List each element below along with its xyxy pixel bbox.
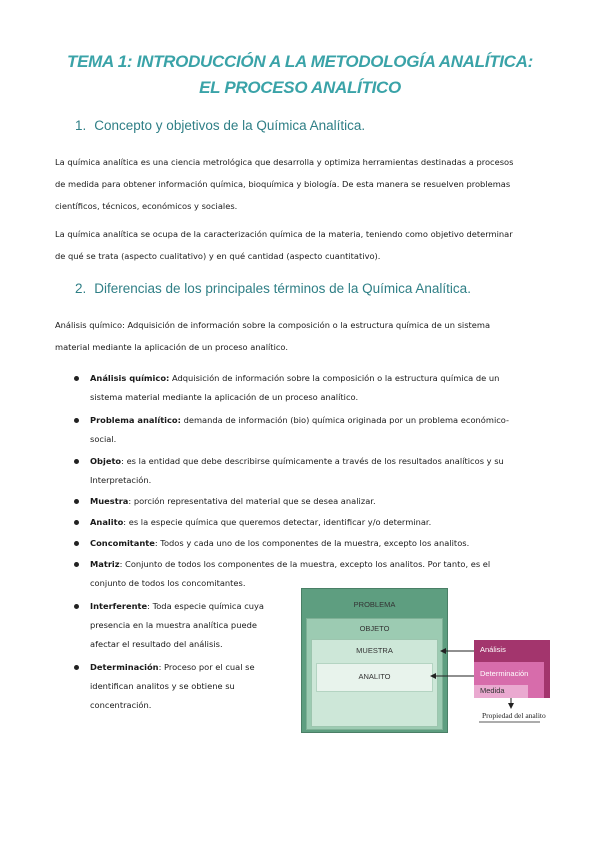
section2-title: Diferencias de los principales términos de la Química Analítica. xyxy=(94,281,471,296)
label-objeto: OBJETO xyxy=(359,624,390,633)
bullet-term: Objeto xyxy=(90,456,122,466)
paragraph-line: material mediante la aplicación de un proceso analítico. xyxy=(55,342,288,352)
label-muestra: MUESTRA xyxy=(356,646,393,655)
page-title-line2: EL PROCESO ANALÍTICO xyxy=(199,78,401,97)
bullet-text: Adquisición de información sobre la composición o la estructura química de un xyxy=(169,373,500,383)
section1-title: Concepto y objetivos de la Química Analítica. xyxy=(94,118,366,133)
bullet-term: Problema analítico: xyxy=(90,415,181,425)
label-medida: Medida xyxy=(480,686,505,695)
bullet-text: : porción representativa del material que se desea analizar. xyxy=(128,496,376,506)
bullet-term: Muestra xyxy=(90,496,129,506)
label-analisis: Análisis xyxy=(480,645,506,654)
paragraph-line: científicos, técnicos, económicos y sociales. xyxy=(55,201,238,211)
bullet-text: : Proceso por el cual se xyxy=(158,662,255,672)
bullet-text: Interpretación. xyxy=(90,475,152,485)
section1-number: 1. xyxy=(75,118,87,133)
bullet-term: Concomitante xyxy=(90,538,155,548)
paragraph-line: de medida para obtener información química, bioquímica y biología. De esta manera se resuelven problemas xyxy=(55,179,511,189)
bullet-text: sistema material mediante la aplicación de un proceso analítico. xyxy=(90,392,359,402)
bullet-text: afectar el resultado del análisis. xyxy=(90,639,223,649)
bullet-term: Determinación xyxy=(90,662,159,672)
bullet-term: Matriz xyxy=(90,559,120,569)
bullet-text: social. xyxy=(90,434,117,444)
bullet-text: : es la entidad que debe describirse químicamente a través de los resultados analíticos y su xyxy=(121,456,504,466)
paragraph-line: Análisis químico: Adquisición de información sobre la composición o la estructura química de un sistema xyxy=(55,320,491,330)
section2-number: 2. xyxy=(75,281,87,296)
bullet-term: Análisis químico: xyxy=(90,373,170,383)
bullet-text: : Toda especie química cuya xyxy=(147,601,265,611)
bullet-term: Analito xyxy=(90,517,124,527)
paragraph-line: La química analítica se ocupa de la caracterización química de la materia, teniendo como objetivo determinar xyxy=(55,229,513,239)
bullet-text: demanda de información (bio) química originada por un problema económico- xyxy=(180,415,510,425)
bullet-text: : Todos y cada uno de los componentes de la muestra, excepto los analitos. xyxy=(154,538,470,548)
paragraph-line: de qué se trata (aspecto cualitativo) y en qué cantidad (aspecto cuantitativo). xyxy=(55,251,381,261)
bullet-text: presencia en la muestra analítica puede xyxy=(90,620,257,630)
label-propiedad: Propiedad del analito xyxy=(482,711,546,720)
bullet-text: : es la especie química que queremos detectar, identificar y/o determinar. xyxy=(123,517,432,527)
label-analito: ANALITO xyxy=(358,672,391,681)
bullet-text: concentración. xyxy=(90,700,152,710)
label-problema: PROBLEMA xyxy=(353,600,396,609)
page-title-line1: TEMA 1: INTRODUCCIÓN A LA METODOLOGÍA ANALÍTICA: xyxy=(67,52,533,71)
bullet-text: identifican analitos y se obtiene su xyxy=(90,681,235,691)
bullet-text: : Conjunto de todos los componentes de la muestra, excepto los analitos. Por tanto, es el xyxy=(119,559,491,569)
bullet-term: Interferente xyxy=(90,601,148,611)
label-determinacion: Determinación xyxy=(480,669,529,678)
paragraph-line: La química analítica es una ciencia metrológica que desarrolla y optimiza herramientas destinadas a procesos xyxy=(55,157,514,167)
bullet-text: conjunto de todos los concomitantes. xyxy=(90,578,246,588)
